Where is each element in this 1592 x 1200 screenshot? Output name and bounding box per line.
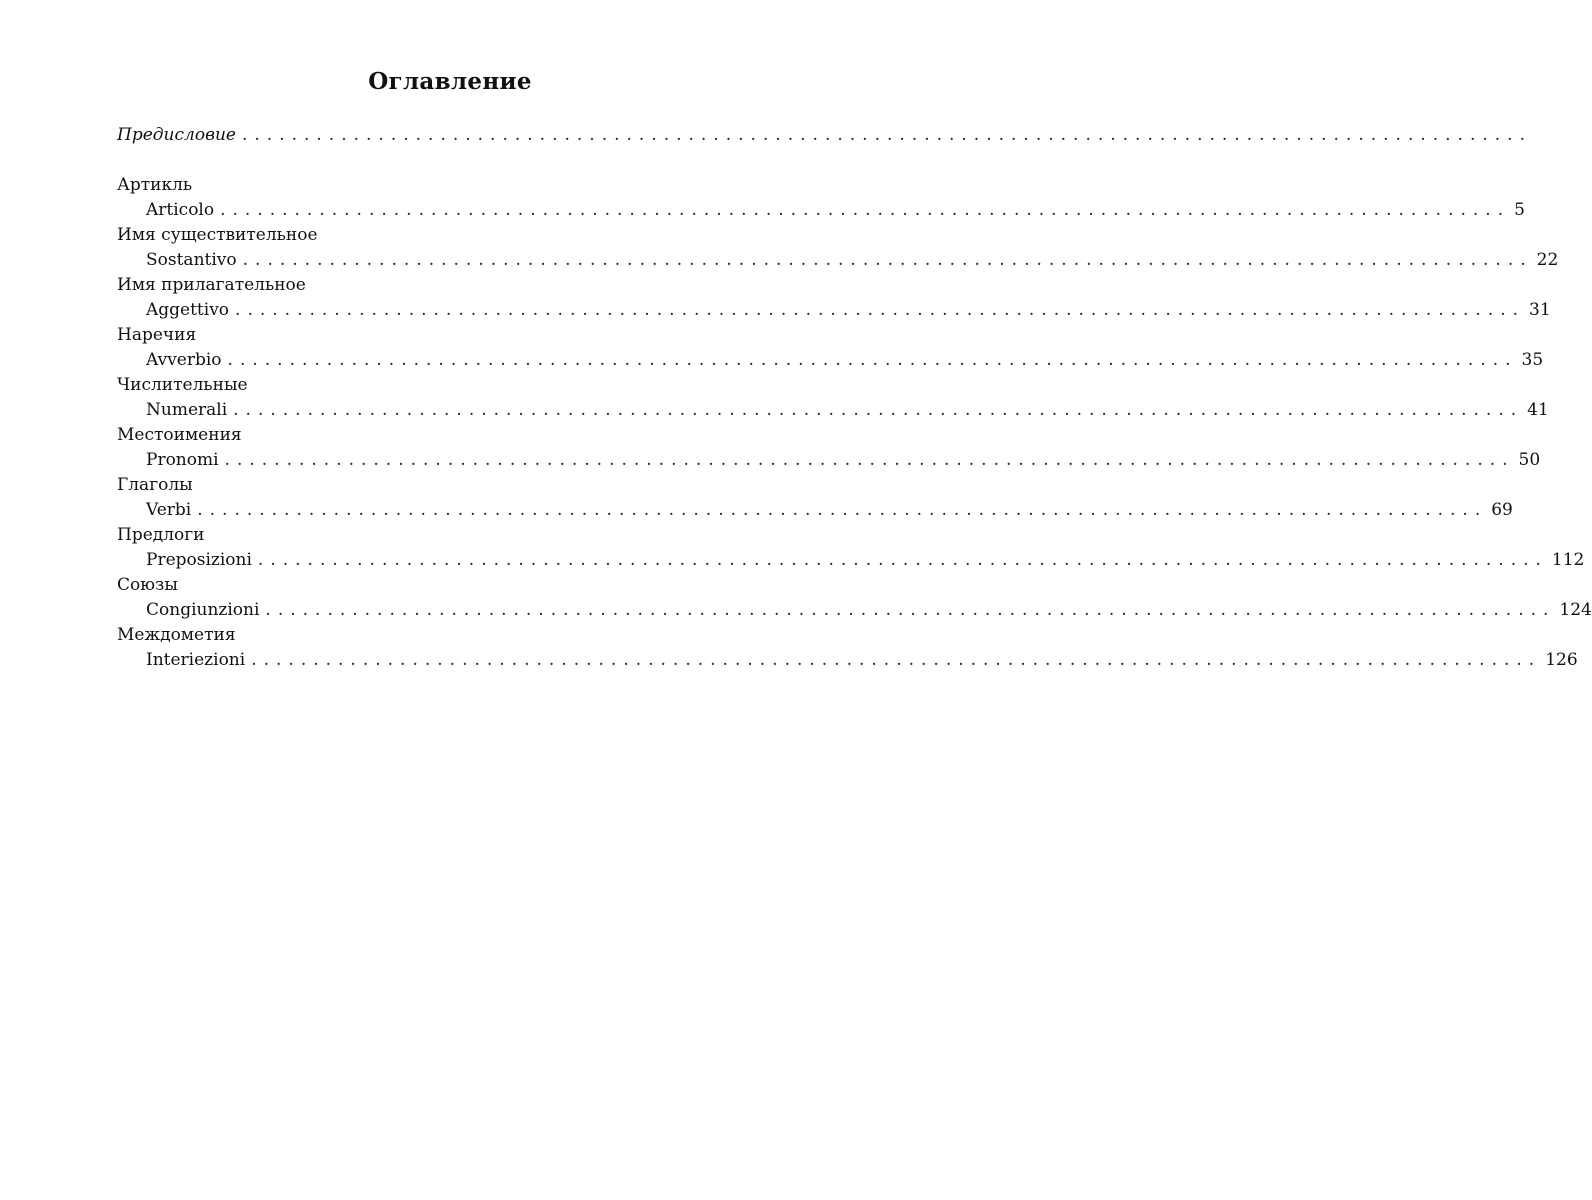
toc-page-number: 5: [1514, 200, 1525, 220]
toc-page-number: 69: [1491, 500, 1513, 520]
toc-entry[interactable]: [146, 597, 1592, 623]
toc-section-heading: Наречия: [117, 325, 197, 345]
toc-entry-label: Articolo: [146, 200, 215, 220]
toc-section-heading: Глаголы: [117, 475, 193, 495]
dot-leader: ........................................................................................................: [257, 550, 1548, 570]
toc-entry-label: Aggettivo: [146, 300, 230, 320]
toc-page-number: 31: [1529, 300, 1551, 320]
toc-page-number: 50: [1518, 450, 1541, 470]
page-title: Оглавление: [368, 68, 532, 95]
toc-section-heading: Артикль: [117, 175, 193, 195]
toc-section-heading: Междометия: [117, 625, 236, 645]
toc-entry[interactable]: [146, 447, 1541, 473]
toc-entry-label: Congiunzioni: [146, 600, 260, 620]
toc-page-number: 35: [1521, 350, 1544, 370]
toc-entry[interactable]: [146, 297, 1551, 323]
toc-entry-label: Verbi: [146, 500, 192, 520]
dot-leader: ........................................................................................................: [242, 250, 1533, 270]
toc-entry-label: Preposizioni: [146, 550, 252, 570]
toc-section-heading: Имя прилагательное: [117, 275, 306, 295]
toc-entry-label: Sostantivo: [146, 250, 237, 270]
toc-page-number: 41: [1527, 400, 1549, 420]
toc-entry-label: Pronomi: [146, 450, 219, 470]
dot-leader: ........................................................................................................: [241, 125, 1532, 145]
dot-leader: ........................................................................................................: [224, 450, 1515, 470]
toc-page-number: 22: [1536, 250, 1559, 270]
toc-page-number: 124: [1559, 600, 1592, 620]
toc-entry[interactable]: [146, 247, 1559, 273]
toc-section-heading: Местоимения: [117, 425, 242, 445]
toc-page-number: 126: [1545, 650, 1578, 670]
toc-section-heading: Имя существительное: [117, 225, 318, 245]
toc-entry-label: Предисловие: [117, 125, 236, 145]
toc-page-number: 112: [1551, 550, 1585, 570]
toc-section-heading: Союзы: [117, 575, 178, 595]
toc-entry[interactable]: [146, 547, 1585, 573]
dot-leader: ........................................................................................................: [197, 500, 1488, 520]
toc-entry[interactable]: [146, 647, 1578, 673]
toc-entry-label: Avverbio: [146, 350, 222, 370]
toc-section-heading: Предлоги: [117, 525, 205, 545]
toc-entry-label: Interiezioni: [146, 650, 246, 670]
dot-leader: ........................................................................................................: [235, 300, 1526, 320]
dot-leader: ........................................................................................................: [265, 600, 1556, 620]
toc-entry[interactable]: [146, 197, 1525, 223]
toc-entry-label: Numerali: [146, 400, 228, 420]
toc-entry[interactable]: [146, 497, 1513, 523]
toc-section-heading: Числительные: [117, 375, 248, 395]
dot-leader: ........................................................................................................: [233, 400, 1524, 420]
dot-leader: ........................................................................................................: [227, 350, 1518, 370]
toc-entry[interactable]: [146, 347, 1544, 373]
toc-entry[interactable]: [146, 397, 1549, 423]
dot-leader: ........................................................................................................: [251, 650, 1542, 670]
toc-preface-entry[interactable]: [117, 122, 1532, 148]
dot-leader: ........................................................................................................: [220, 200, 1511, 220]
